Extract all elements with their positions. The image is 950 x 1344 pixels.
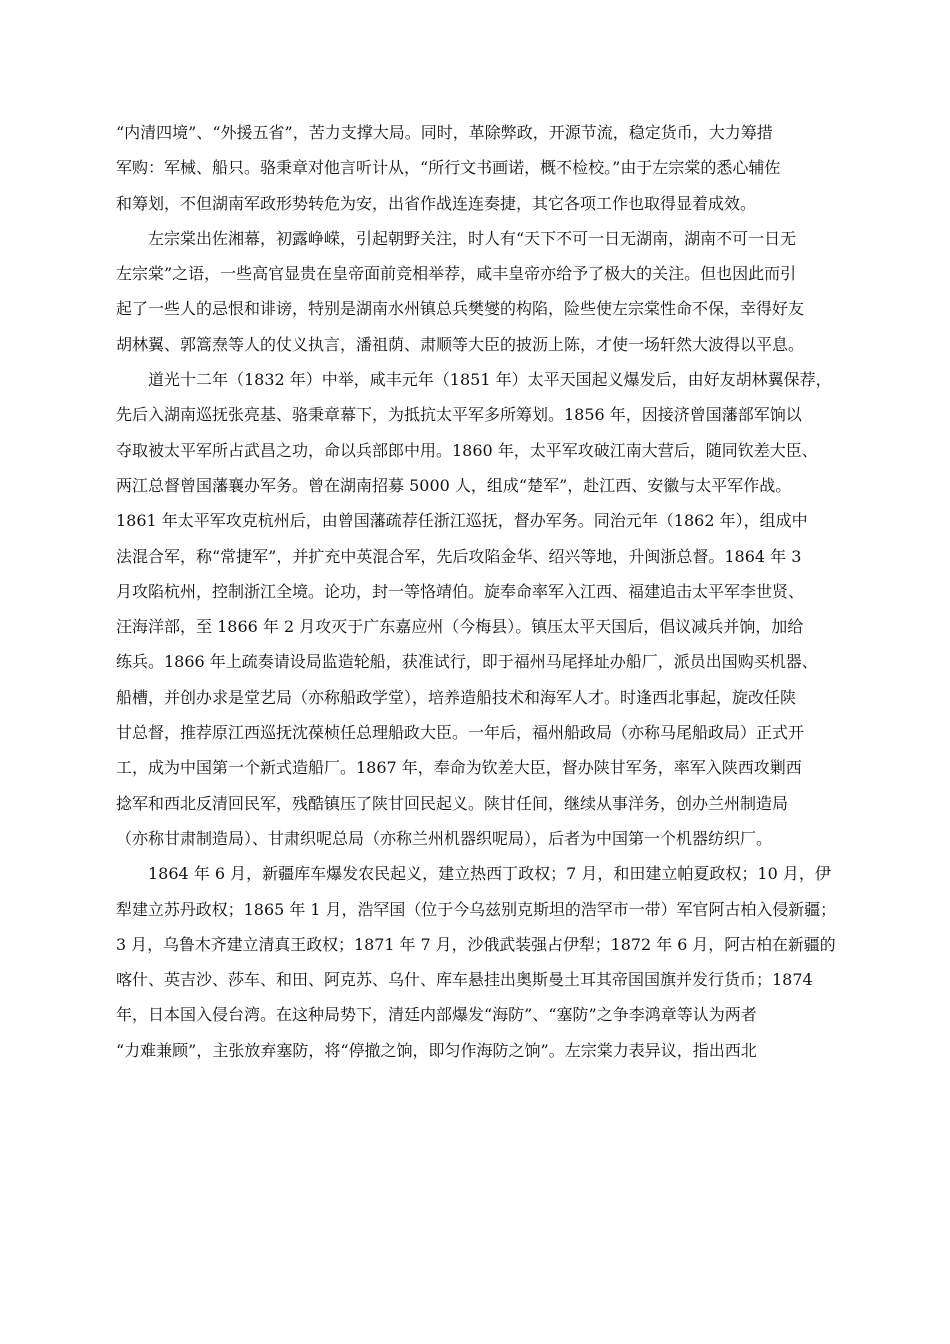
text-line: 胡林翼、郭篙焘等人的仗义执言，潘祖荫、肃顺等大臣的披沥上陈，才使一场轩然大波得以平息。	[116, 334, 805, 354]
text-line: 先后入湖南巡抚张亮基、骆秉章幕下，为抵抗太平军多所筹划。1856 年，因接济曾国藩部军饷以	[116, 405, 802, 425]
text-line: 法混合军，称“常捷军”，并扩充中英混合军，先后攻陷金华、绍兴等地，升闽浙总督。1864 年 3	[116, 546, 802, 566]
text-line: 两江总督曾国藩襄办军务。曾在湖南招募 5000 人，组成“楚军”，赴江西、安徽与太平军作战。	[116, 475, 792, 495]
text-line: 捻军和西北反清回民军，残酷镇压了陕甘回民起义。陕甘任间，继续从事洋务，创办兰州制造局	[116, 793, 789, 813]
text-line: 月攻陷杭州，控制浙江全境。论功，封一等恪靖伯。旋奉命率军入江西、福建追击太平军李世贤、	[116, 581, 805, 601]
text-line: 年，日本国入侵台湾。在这种局势下，清廷内部爆发“海防”、“塞防”之争李鸿章等认为两者	[116, 1005, 757, 1025]
text-line: 左宗棠”之语，一些高官显贵在皇帝面前竞相举荐，咸丰皇帝亦给予了极大的关注。但也因此而引	[116, 264, 797, 284]
body-text	[116, 115, 836, 1068]
text-line: 左宗棠出佐湘幕，初露峥嵘，引起朝野关注，时人有“天下不可一日无湖南，湖南不可一日无	[148, 228, 797, 248]
text-line: “内清四境”、“外援五省”，苦力支撑大局。同时，革除弊政，开源节流，稳定货币，大力筹措	[116, 123, 773, 142]
text-line: 喀什、英吉沙、莎车、和田、阿克苏、乌什、库车悬挂出奥斯曼土耳其帝国国旗并发行货币；1874	[116, 970, 813, 990]
text-line: 1864 年 6 月，新疆库车爆发农民起义，建立热西丁政权；7 月，和田建立帕夏政权；10 月，伊	[148, 864, 831, 884]
text-line: 甘总督，推荐原江西巡抚沈葆桢任总理船政大臣。一年后，福州船政局（亦称马尾船政局）正式开	[116, 723, 805, 743]
text-line: 汪海洋部，至 1866 年 2 月攻灭于广东嘉应州（今梅县）。镇压太平天国后，倡议减兵并饷，加给	[116, 617, 804, 637]
text-line: 军购：军械、船只。骆秉章对他言听计从，“所行文书画诺，概不检校。”由于左宗棠的悉心辅佐	[116, 158, 781, 178]
text-line: 犁建立苏丹政权；1865 年 1 月，浩罕国（位于今乌兹别克斯坦的浩罕市一带）军官阿古柏入侵新疆；	[116, 899, 837, 919]
text-line: 道光十二年（1832 年）中举，咸丰元年（1851 年）太平天国起义爆发后，由好友胡林翼保荐，	[148, 370, 832, 390]
text-line: 工，成为中国第一个新式造船厂。1867 年，奉命为钦差大臣，督办陕甘军务，率军入陕西攻剿西	[116, 758, 802, 778]
text-line: “力难兼顾”，主张放弃塞防，将“停撤之饷，即匀作海防之饷”。左宗棠力表异议，指出西北	[116, 1040, 757, 1060]
text-line: 练兵。1866 年上疏奏请设局监造轮船，获准试行，即于福州马尾择址办船厂，派员出国购买机器、	[116, 652, 818, 672]
text-line: 起了一些人的忌恨和诽谤，特别是湖南水州镇总兵樊燮的构陷，险些使左宗棠性命不保，幸得好友	[116, 299, 805, 319]
text-line: 和筹划，不但湖南军政形势转危为安，出省作战连连奏捷，其它各项工作也取得显着成效。	[116, 193, 757, 213]
text-line: 夺取被太平军所占武昌之功，命以兵部郎中用。1860 年，太平军攻破江南大营后，随同钦差大臣、	[116, 440, 818, 460]
text-line: 1861 年太平军攻克杭州后，由曾国藩疏荐任浙江巡抚，督办军务。同治元年（1862 年），组成中	[116, 511, 808, 531]
text-line: 船槽，并创办求是堂艺局（亦称船政学堂），培养造船技术和海军人才。时逢西北事起，旋改任陕	[116, 687, 797, 707]
text-line: （亦称甘肃制造局）、甘肃织呢总局（亦称兰州机器织呢局），后者为中国第一个机器纺织厂。	[116, 828, 773, 848]
text-line: 3 月，乌鲁木齐建立清真王政权；1871 年 7 月，沙俄武装强占伊犁；1872 年 6 月，阿古柏在新疆的	[116, 934, 836, 954]
